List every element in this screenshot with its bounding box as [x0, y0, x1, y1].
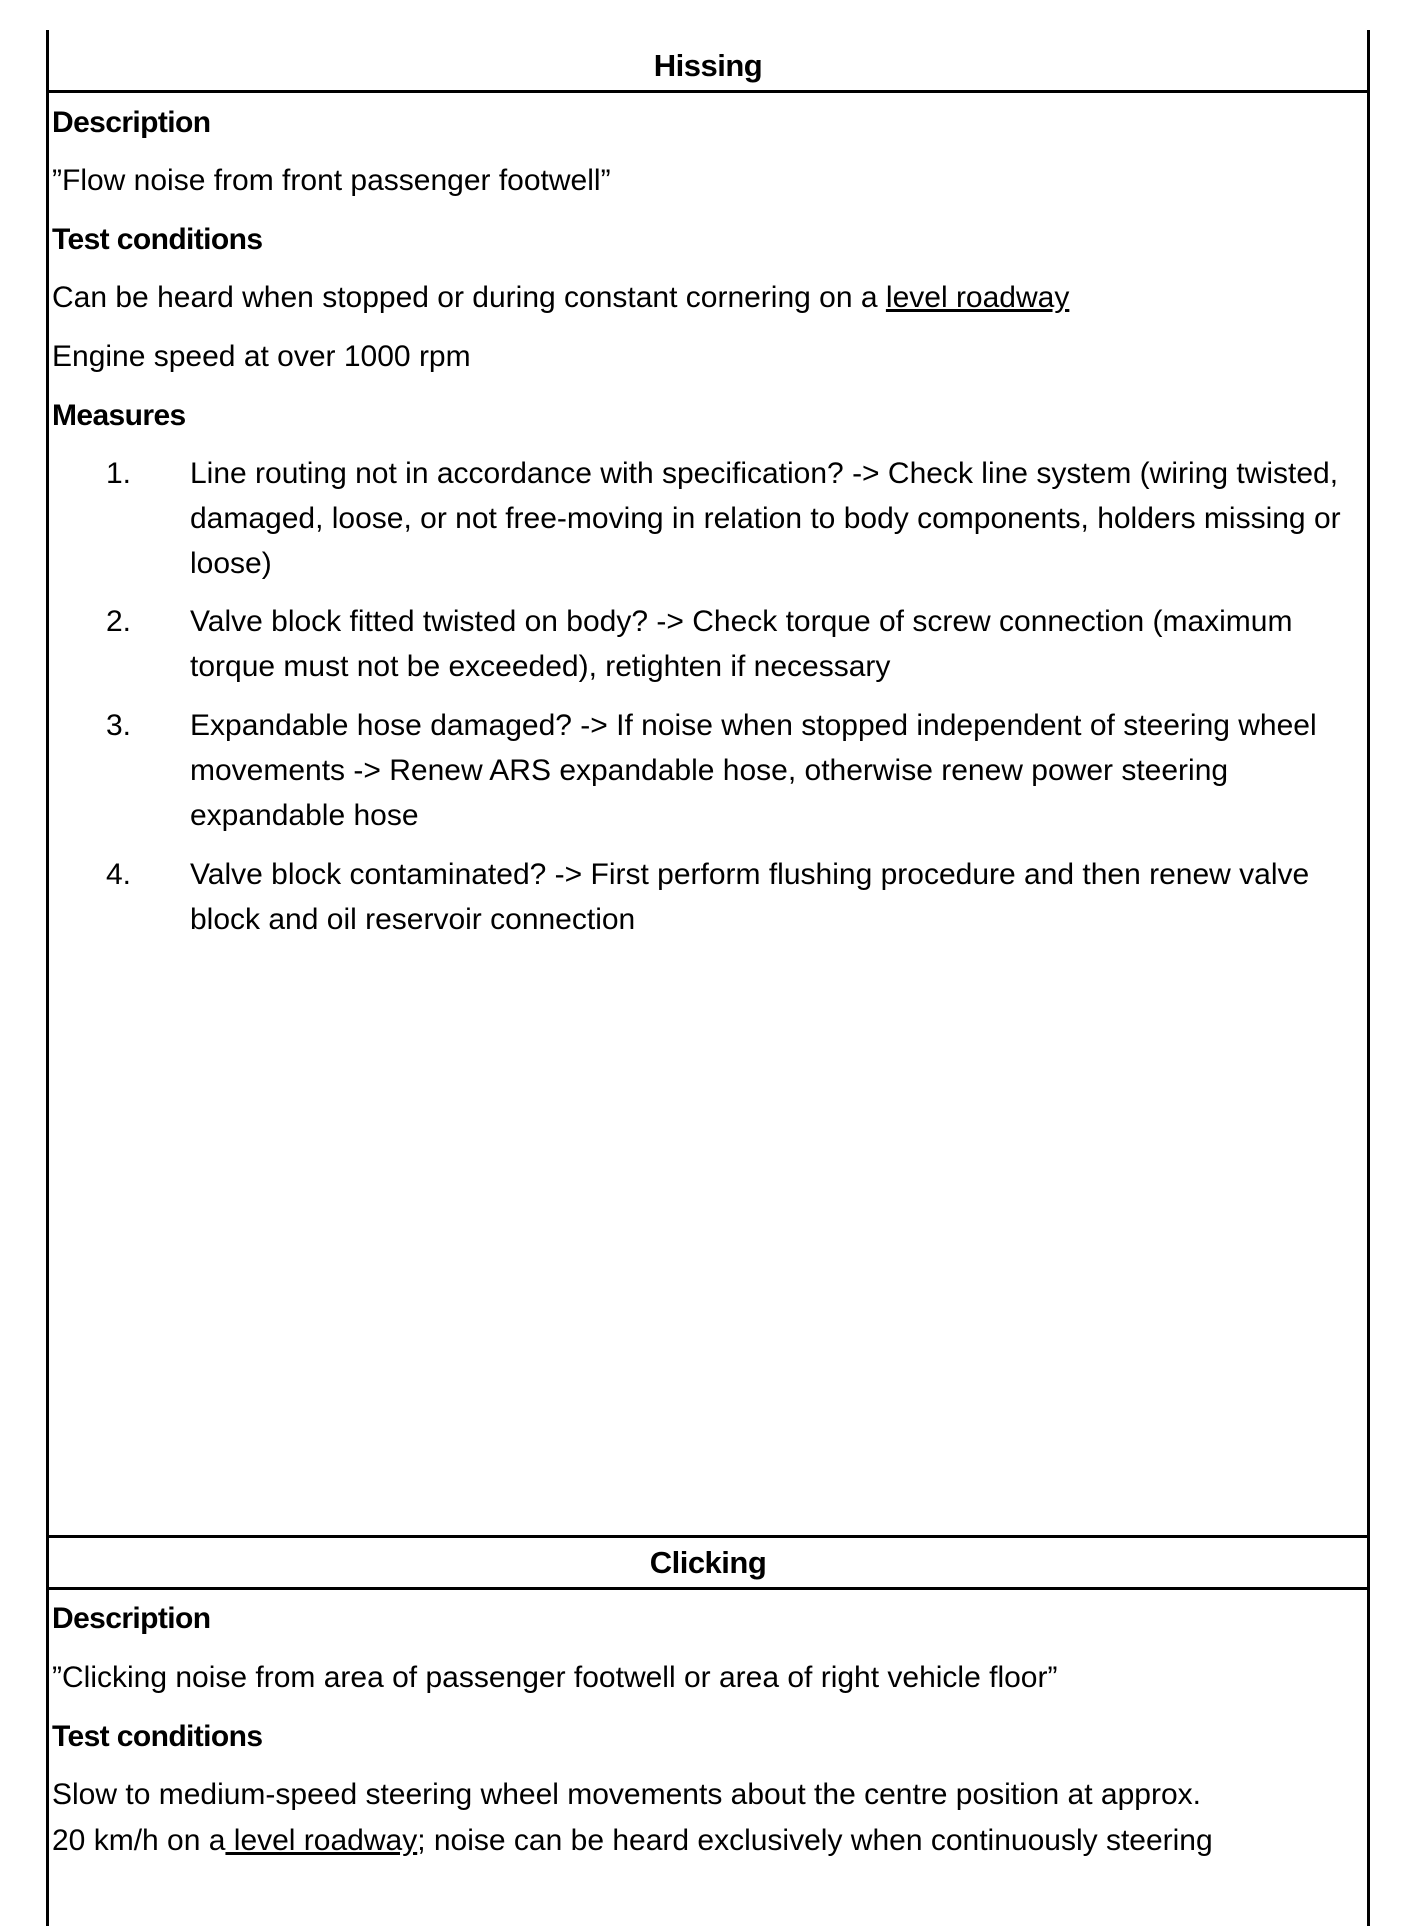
measures-label: Measures — [52, 399, 186, 432]
measure-text: Valve block fitted twisted on body? -> Check torque of screw connection (maximum torque must not be exceeded), retighten if necessary — [190, 605, 1293, 683]
test-conditions-label: Test conditions — [52, 1720, 263, 1753]
divider — [46, 90, 1370, 93]
measure-text: Line routing not in accordance with specification? -> Check line system (wiring twisted, damaged, loose, or not free-moving in relation to body components, holders missing or loose) — [190, 457, 1341, 580]
measure-text: Expandable hose damaged? -> If noise when stopped independent of steering wheel movements -> Renew ARS expandable hose, otherwise renew power steering expandable hose — [190, 709, 1317, 832]
divider — [46, 1587, 1370, 1590]
section-title-hissing: Hissing — [653, 48, 763, 83]
description-text: ”Clicking noise from area of passenger footwell or area of right vehicle floor” — [52, 1661, 1058, 1694]
measure-item — [52, 599, 1362, 689]
left-border — [46, 30, 49, 1926]
measure-item — [52, 852, 1362, 942]
section-title-clicking: Clicking — [649, 1545, 767, 1580]
test-condition-1 — [52, 275, 1069, 320]
test-condition-1-text: Can be heard when stopped or during constant cornering on a — [52, 281, 886, 314]
measure-number: 2. — [106, 605, 132, 638]
measure-number: 4. — [106, 858, 132, 891]
measure-number: 3. — [106, 709, 132, 742]
measure-text: Valve block contaminated? -> First perform flushing procedure and then renew valve block and oil reservoir connection — [190, 858, 1310, 936]
description-label: Description — [52, 106, 211, 139]
right-border — [1367, 30, 1370, 1926]
test-condition-2: Engine speed at over 1000 rpm — [52, 340, 471, 373]
measure-number: 1. — [106, 457, 132, 490]
level-roadway-link[interactable]: level roadway — [885, 281, 1070, 314]
measure-item — [52, 451, 1362, 586]
description-label: Description — [52, 1602, 211, 1635]
test-conditions-label: Test conditions — [52, 223, 263, 256]
test-condition-line-2 — [52, 1818, 1213, 1863]
divider — [46, 1535, 1370, 1538]
level-roadway-link[interactable]: level roadway — [225, 1824, 418, 1857]
measure-item — [52, 703, 1362, 838]
description-text: ”Flow noise from front passenger footwell” — [52, 164, 611, 197]
test-condition-line-2-text: 20 km/h on a — [52, 1824, 226, 1857]
test-condition-line-1: Slow to medium-speed steering wheel movements about the centre position at approx. — [52, 1778, 1201, 1811]
test-condition-line-2-rest: ; noise can be heard exclusively when continuously steering — [417, 1824, 1213, 1857]
